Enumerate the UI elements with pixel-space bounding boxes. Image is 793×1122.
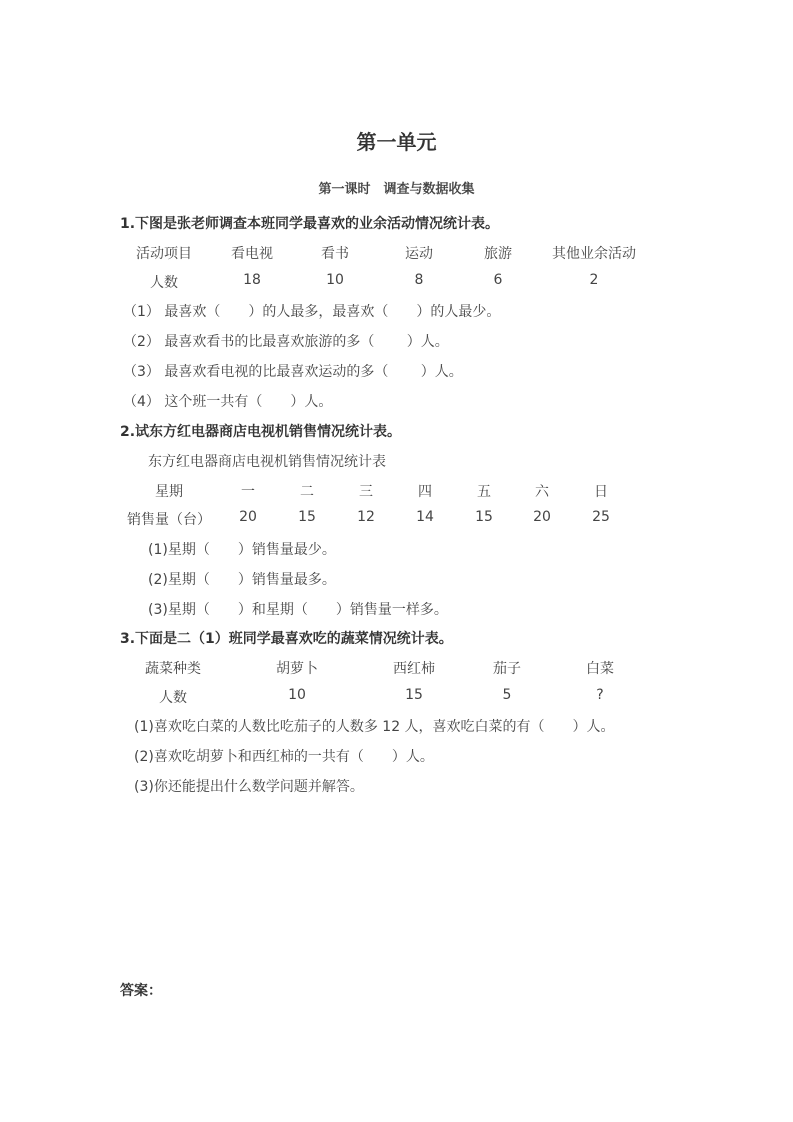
- table-cell: 胡萝卜: [276, 661, 318, 677]
- table-cell: 15: [298, 509, 316, 525]
- table-cell: 四: [418, 484, 432, 500]
- question-2-part-3: (3)星期（ ）和星期（ ）销售量一样多。: [148, 602, 448, 618]
- table-cell: 五: [477, 484, 491, 500]
- table-cell: 其他业余活动: [552, 246, 636, 262]
- question-2-part-2: (2)星期（ ）销售量最多。: [148, 572, 336, 588]
- question-3-heading: 3.下面是二（1）班同学最喜欢吃的蔬菜情况统计表。: [120, 631, 453, 647]
- table-cell: 六: [535, 484, 549, 500]
- table-cell: 20: [533, 509, 551, 525]
- question-1-part-2: （2） 最喜欢看书的比最喜欢旅游的多（ ）人。: [123, 334, 449, 350]
- table-cell: 白菜: [586, 661, 614, 677]
- table-cell: 看书: [321, 246, 349, 262]
- table-cell: ?: [596, 687, 604, 703]
- table-cell: 人数: [150, 275, 178, 291]
- table-cell: 看电视: [231, 246, 273, 262]
- table-cell: 12: [357, 509, 375, 525]
- question-3-part-2: (2)喜欢吃胡萝卜和西红柿的一共有（ ）人。: [134, 749, 434, 765]
- lesson-subtitle: 第一课时 调查与数据收集: [318, 182, 475, 197]
- table-cell: 西红柿: [393, 661, 435, 677]
- table-cell: 2: [589, 272, 599, 288]
- table-cell: 18: [243, 272, 261, 288]
- table-cell: 销售量（台）: [127, 512, 211, 528]
- table-cell: 人数: [159, 690, 187, 706]
- table-cell: 15: [405, 687, 423, 703]
- table-cell: 20: [239, 509, 257, 525]
- question-3-part-1: (1)喜欢吃白菜的人数比吃茄子的人数多 12 人，喜欢吃白菜的有（ ）人。: [134, 719, 615, 735]
- question-2-table-title: 东方红电器商店电视机销售情况统计表: [148, 454, 386, 470]
- answer-label: 答案：: [120, 983, 162, 999]
- question-3-part-3: (3)你还能提出什么数学问题并解答。: [134, 779, 364, 795]
- question-1-part-3: （3） 最喜欢看电视的比最喜欢运动的多（ ）人。: [123, 364, 463, 380]
- table-cell: 日: [594, 484, 608, 500]
- table-cell: 蔬菜种类: [145, 661, 201, 677]
- table-cell: 8: [414, 272, 424, 288]
- table-cell: 5: [502, 687, 512, 703]
- question-1-part-1: （1） 最喜欢（ ）的人最多，最喜欢（ ）的人最少。: [123, 304, 501, 320]
- table-cell: 10: [326, 272, 344, 288]
- table-cell: 三: [359, 484, 373, 500]
- table-cell: 14: [416, 509, 434, 525]
- table-cell: 15: [475, 509, 493, 525]
- table-cell: 25: [592, 509, 610, 525]
- table-cell: 旅游: [484, 246, 512, 262]
- table-cell: 一: [241, 484, 255, 500]
- question-1-part-4: （4） 这个班一共有（ ）人。: [123, 394, 333, 410]
- table-cell: 10: [288, 687, 306, 703]
- table-cell: 6: [493, 272, 503, 288]
- table-cell: 茄子: [493, 661, 521, 677]
- question-1-heading: 1.下图是张老师调查本班同学最喜欢的业余活动情况统计表。: [120, 216, 500, 232]
- table-cell: 星期: [155, 484, 183, 500]
- page-title: 第一单元: [356, 130, 437, 154]
- question-2-heading: 2.试东方红电器商店电视机销售情况统计表。: [120, 424, 402, 440]
- question-2-part-1: (1)星期（ ）销售量最少。: [148, 542, 336, 558]
- table-cell: 活动项目: [136, 246, 192, 262]
- table-cell: 二: [300, 484, 314, 500]
- table-cell: 运动: [405, 246, 433, 262]
